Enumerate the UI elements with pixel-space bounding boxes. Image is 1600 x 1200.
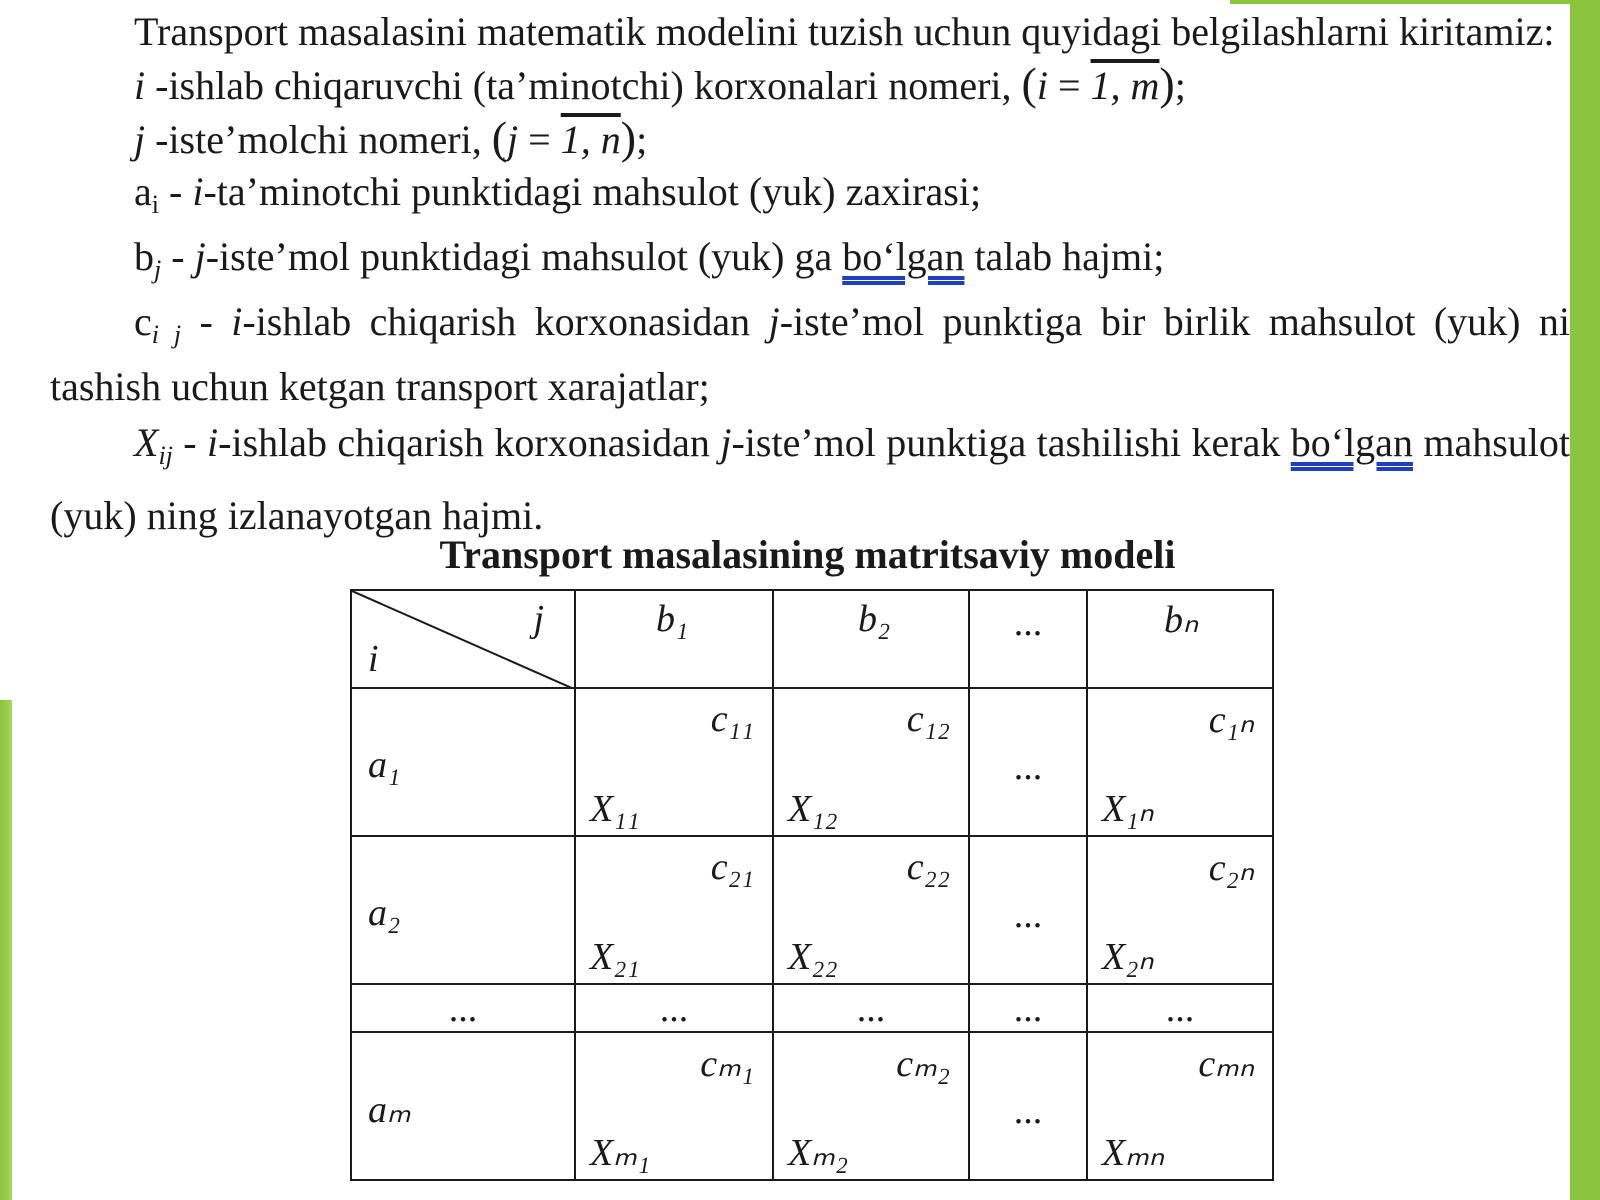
header-dots: ... [969, 590, 1087, 688]
def-x: $X_{ij}$ - i-ishlab chiqarish korxonasidan j-iste’mol punktiga tashilishi kerak bo‘lgan mahsulot (yuk) ning izlanayotgan hajmi. [50, 420, 1570, 538]
table-row [351, 688, 1273, 836]
cell-m-2: cₘ₂ Xₘ₂ [773, 1032, 969, 1180]
cell-1-dots: ... [969, 688, 1087, 836]
green-edge-left [0, 700, 12, 1200]
ellipsis-cell: ... [1087, 984, 1273, 1032]
table-header-row [351, 590, 1273, 688]
green-top-right-bar [1230, 0, 1570, 4]
table-row [351, 836, 1273, 984]
header-bn: bₙ [1087, 590, 1273, 688]
cell-2-n: c₂ₙ X₂ₙ [1087, 836, 1273, 984]
def-i: i -ishlab chiqaruvchi (ta’minotchi) korxonalari nomeri, (i = 1, m); [134, 58, 1186, 109]
def-b: $b_j$ - j-iste’mol punktidagi mahsulot (yuk) ga bo‘lgan talab hajmi; [134, 234, 1165, 284]
underlined-word: bo‘lgan [1290, 420, 1413, 465]
row-label-am: aₘ [351, 1032, 575, 1180]
underlined-word: bo‘lgan [842, 234, 965, 279]
cell-2-dots: ... [969, 836, 1087, 984]
cell-2-2: c₂₂ X₂₂ [773, 836, 969, 984]
def-a: $a_i$ - i-ta’minotchi punktidagi mahsulot (yuk) zaxirasi; [134, 169, 982, 219]
transport-matrix-table [350, 589, 1274, 1181]
cell-m-n: cₘₙ Xₘₙ [1087, 1032, 1273, 1180]
header-b1: b₁ [575, 590, 773, 688]
intro-paragraph: Transport masalasini matematik modelini tuzish uchun quyidagi belgilashlarni kiritamiz: [134, 9, 1555, 54]
table-row [351, 1032, 1273, 1180]
table-title: Transport masalasining matritsaviy modeli [439, 532, 1176, 577]
corner-cell [351, 590, 575, 688]
ellipsis-cell: ... [773, 984, 969, 1032]
cell-m-dots: ... [969, 1032, 1087, 1180]
def-c: $c_{i j}$ - i-ishlab chiqarish korxonasidan j-iste’mol punktiga bir birlik mahsulot (yuk) ni tashish uchun ketgan transport xarajatlar; [50, 299, 1571, 409]
cell-m-1: cₘ₁ Xₘ₁ [575, 1032, 773, 1180]
cell-2-1: c₂₁ X₂₁ [575, 836, 773, 984]
cell-1-n: c₁ₙ X₁ₙ [1087, 688, 1273, 836]
cell-1-1: c₁₁ X₁₁ [575, 688, 773, 836]
document-body [50, 6, 1570, 546]
corner-label-j: j [533, 598, 544, 640]
header-b2: b₂ [773, 590, 969, 688]
ellipsis-cell: ... [575, 984, 773, 1032]
ellipsis-cell: ... [969, 984, 1087, 1032]
row-label-a1: a₁ [351, 688, 575, 836]
green-edge-right [1570, 0, 1600, 1200]
row-label-a2: a₂ [351, 836, 575, 984]
corner-label-i: i [368, 638, 379, 680]
ellipsis-cell: ... [351, 984, 575, 1032]
def-j: j -iste’molchi nomeri, (j = 1, n); [134, 112, 648, 163]
table-ellipsis-row [351, 984, 1273, 1032]
cell-1-2: c₁₂ X₁₂ [773, 688, 969, 836]
